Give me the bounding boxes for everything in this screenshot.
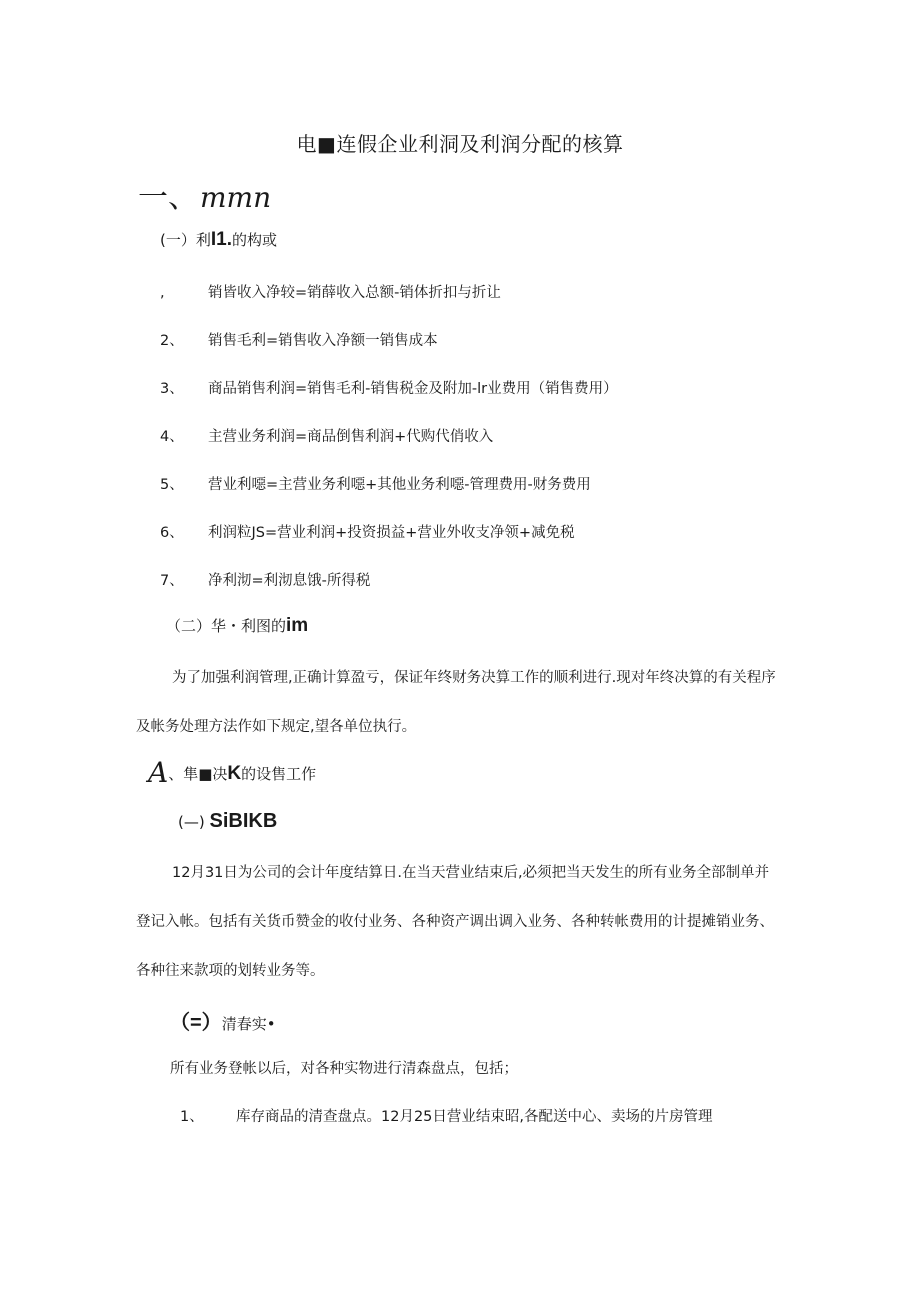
list-item-number: 2、 xyxy=(160,333,184,349)
list-item-text: 营业利噁=主营业务利噁+其他业务利噁-管理费用-财务费用 xyxy=(208,477,591,493)
document-title: 电■连假企业利洞及利润分配的核算 xyxy=(296,132,624,156)
subheading-3-prefix: (—) xyxy=(178,813,205,831)
section-heading-2-bold: K xyxy=(227,763,242,784)
subheading-4 xyxy=(170,1006,276,1035)
paragraph-line: 所有业务登帐以后，对各种实物进行清森盘点，包括； xyxy=(170,1061,518,1077)
list-item-number: , xyxy=(160,285,165,301)
list-item xyxy=(160,521,575,542)
subheading-1-prefix: (一）利 xyxy=(160,231,211,249)
list-item-number: 3、 xyxy=(160,381,184,397)
subheading-3 xyxy=(178,810,277,833)
subheading-1 xyxy=(160,229,277,251)
section-heading-1-prefix: 一、 xyxy=(138,180,198,215)
section-heading-2-letter: A xyxy=(148,756,169,789)
section-heading-1 xyxy=(138,172,271,216)
subheading-1-bold: I1. xyxy=(210,229,232,250)
list-item-number: 7、 xyxy=(160,573,184,589)
list-item-text: 商品销售利润=销售毛利-销售税金及附加-lr业费用（销售费用） xyxy=(208,381,618,397)
list-item-number: 1、 xyxy=(180,1109,204,1125)
paragraph-line: 登记入帐。包括有关货币赞金的收付业务、各种资产调出调入业务、各种转帐费用的计提摊销业务、 xyxy=(136,914,774,930)
list-item xyxy=(160,281,501,302)
list-item-text: 主营业务利润=商品倒售利润+代购代俏收入 xyxy=(208,429,494,445)
list-item-text: 净利沏=利沏息饿-所得税 xyxy=(208,573,371,589)
list-item-number: 5、 xyxy=(160,477,184,493)
list-item xyxy=(160,473,591,494)
list-item xyxy=(160,569,370,590)
section-heading-2-suffix: 的设售工作 xyxy=(241,765,317,783)
paragraph-line: 各种往来款项的划转业务等。 xyxy=(136,963,325,979)
list-item-number: 4、 xyxy=(160,429,184,445)
paragraph-line: 为了加强利润管理,正确计算盈亏，保证年终财务决算工作的顺利进行.现对年终决算的有关程序 xyxy=(172,670,776,686)
list-item-text: 销售毛利=销售收入净额一销售成本 xyxy=(208,333,438,349)
list-item xyxy=(160,329,438,350)
list-item xyxy=(160,377,618,398)
subheading-2-prefix: （二）华・利图的 xyxy=(166,617,287,635)
list-item-text: 库存商品的清查盘点。12月25日营业结束昭,各配送中心、卖场的片房管理 xyxy=(236,1109,713,1125)
paragraph-line: 及帐务处理方法作如下规定,望各单位执行。 xyxy=(136,719,417,735)
subheading-3-bold: SiBIKB xyxy=(209,810,278,832)
list-item-number: 6、 xyxy=(160,525,184,541)
paragraph-line: 12月31日为公司的会计年度结算日.在当天营业结束后,必须把当天发生的所有业务全部制单并 xyxy=(172,865,770,881)
subheading-1-suffix: 的构或 xyxy=(231,231,277,249)
list-item-text: 销皆收入净较=销薛收入总额-销体折扣与折让 xyxy=(208,285,501,301)
subheading-4-text: 清春实• xyxy=(221,1015,276,1033)
list-item-text: 利润粒JS=营业利润+投资损益+营业外收支净领+减免税 xyxy=(208,525,575,541)
list-item xyxy=(180,1105,713,1126)
subheading-2 xyxy=(166,615,308,637)
section-heading-2 xyxy=(148,756,316,789)
section-heading-2-prefix: 、隼■决 xyxy=(168,765,228,783)
subheading-2-bold: im xyxy=(286,615,309,636)
section-heading-1-italic: mmn xyxy=(200,181,272,214)
list-item xyxy=(160,425,493,446)
subheading-4-number: （=） xyxy=(170,1012,222,1034)
